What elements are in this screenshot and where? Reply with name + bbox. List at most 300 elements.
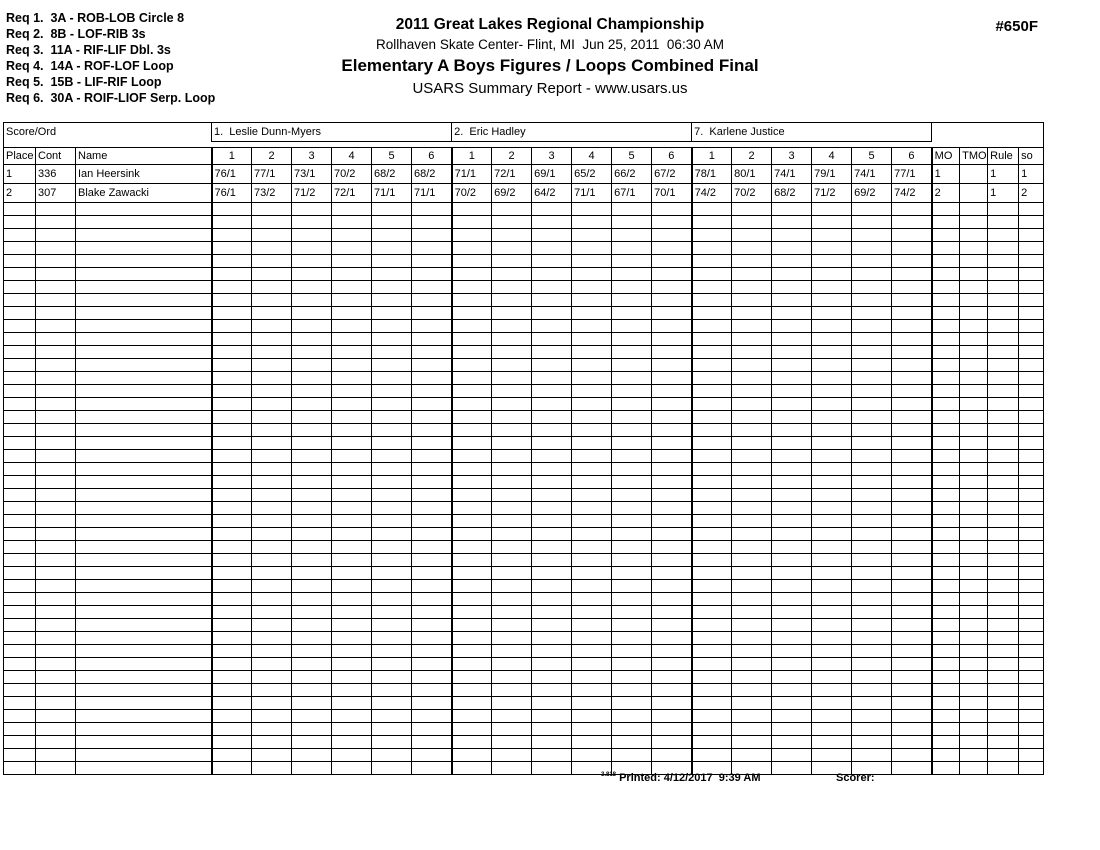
empty-cell [492,437,532,450]
empty-cell [988,606,1019,619]
empty-cell [492,372,532,385]
empty-cell [372,515,412,528]
empty-cell [812,411,852,424]
empty-cell [812,723,852,736]
empty-cell [492,528,532,541]
tmo-cell [960,184,988,203]
empty-cell [372,398,412,411]
empty-cell [812,294,852,307]
empty-cell [252,255,292,268]
empty-cell [452,268,492,281]
empty-cell [76,567,212,580]
score-col-header: 5 [612,148,652,165]
empty-cell [292,359,332,372]
empty-cell [852,502,892,515]
empty-cell [76,359,212,372]
empty-cell [252,411,292,424]
empty-cell [652,684,692,697]
empty-cell [852,645,892,658]
empty-cell [76,294,212,307]
empty-cell [692,411,732,424]
empty-cell [36,619,76,632]
empty-cell [572,411,612,424]
empty-cell [252,489,292,502]
empty-cell [812,554,852,567]
empty-cell [412,333,452,346]
empty-cell [772,359,812,372]
empty-cell [960,723,988,736]
empty-cell [1019,411,1044,424]
empty-row [4,502,1044,515]
empty-cell [532,216,572,229]
empty-cell [36,203,76,216]
empty-cell [892,385,932,398]
empty-cell [572,528,612,541]
score-cell: 65/2 [572,165,612,184]
empty-cell [772,320,812,333]
empty-cell [988,450,1019,463]
empty-cell [652,242,692,255]
empty-cell [292,593,332,606]
empty-cell [212,658,252,671]
empty-cell [612,385,652,398]
empty-cell [372,593,412,606]
empty-cell [772,346,812,359]
empty-cell [532,528,572,541]
empty-cell [212,541,252,554]
empty-cell [412,723,452,736]
empty-cell [732,450,772,463]
empty-cell [412,255,452,268]
empty-cell [772,502,812,515]
empty-cell [452,346,492,359]
empty-cell [452,229,492,242]
empty-cell [988,437,1019,450]
empty-cell [452,528,492,541]
empty-cell [892,450,932,463]
event-title: Elementary A Boys Figures / Loops Combined Final [341,56,759,75]
empty-cell [572,333,612,346]
empty-cell [812,268,852,281]
empty-row [4,268,1044,281]
col-header-so: so [1019,148,1044,165]
empty-cell [772,229,812,242]
empty-cell [252,424,292,437]
empty-cell [932,216,960,229]
empty-cell [532,697,572,710]
empty-cell [76,697,212,710]
empty-cell [1019,749,1044,762]
empty-row [4,762,1044,775]
empty-cell [612,554,652,567]
empty-cell [812,515,852,528]
empty-cell [960,333,988,346]
empty-cell [492,723,532,736]
empty-cell [960,710,988,723]
empty-cell [36,281,76,294]
empty-cell [292,411,332,424]
empty-cell [852,541,892,554]
empty-cell [732,580,772,593]
empty-cell [772,268,812,281]
empty-cell [988,463,1019,476]
empty-cell [572,385,612,398]
empty-cell [572,684,612,697]
empty-cell [532,606,572,619]
empty-cell [892,411,932,424]
empty-row [4,411,1044,424]
empty-cell [332,736,372,749]
score-cell: 69/1 [532,165,572,184]
empty-cell [452,307,492,320]
empty-cell [292,606,332,619]
empty-cell [692,268,732,281]
empty-cell [372,619,412,632]
empty-cell [492,567,532,580]
empty-cell [772,762,812,775]
empty-cell [988,528,1019,541]
empty-cell [732,567,772,580]
empty-cell [332,710,372,723]
empty-cell [252,710,292,723]
empty-cell [212,632,252,645]
score-col-header: 3 [772,148,812,165]
empty-cell [612,463,652,476]
empty-cell [1019,645,1044,658]
empty-cell [572,450,612,463]
empty-cell [1019,567,1044,580]
empty-cell [212,762,252,775]
empty-cell [292,463,332,476]
empty-cell [652,723,692,736]
empty-cell [812,372,852,385]
empty-cell [692,502,732,515]
empty-cell [612,684,652,697]
empty-cell [988,567,1019,580]
empty-cell [652,710,692,723]
empty-cell [988,541,1019,554]
empty-cell [412,515,452,528]
empty-cell [292,645,332,658]
empty-cell [492,320,532,333]
empty-cell [732,658,772,671]
empty-cell [4,736,36,749]
empty-cell [572,658,612,671]
empty-cell [852,320,892,333]
empty-cell [988,515,1019,528]
score-col-header: 1 [692,148,732,165]
empty-cell [692,255,732,268]
empty-cell [932,645,960,658]
empty-cell [292,281,332,294]
empty-cell [812,320,852,333]
empty-cell [252,541,292,554]
empty-cell [852,242,892,255]
empty-cell [852,294,892,307]
empty-cell [212,398,252,411]
empty-cell [252,281,292,294]
empty-cell [76,255,212,268]
empty-cell [292,320,332,333]
empty-cell [812,749,852,762]
empty-cell [4,255,36,268]
empty-cell [372,476,412,489]
empty-cell [412,281,452,294]
empty-cell [252,671,292,684]
empty-cell [292,372,332,385]
empty-cell [452,242,492,255]
empty-cell [532,372,572,385]
empty-cell [772,424,812,437]
empty-cell [932,437,960,450]
empty-cell [76,216,212,229]
empty-cell [212,528,252,541]
empty-row [4,242,1044,255]
empty-cell [372,294,412,307]
empty-cell [252,723,292,736]
empty-cell [452,723,492,736]
empty-cell [76,554,212,567]
empty-cell [4,203,36,216]
skater-row [4,165,1044,184]
empty-cell [1019,463,1044,476]
empty-cell [412,424,452,437]
empty-cell [932,554,960,567]
empty-cell [332,697,372,710]
empty-cell [772,593,812,606]
empty-cell [532,229,572,242]
empty-cell [732,554,772,567]
score-cell: 73/2 [252,184,292,203]
empty-cell [532,658,572,671]
empty-cell [36,307,76,320]
empty-cell [492,658,532,671]
empty-cell [812,619,852,632]
empty-cell [4,359,36,372]
empty-cell [1019,281,1044,294]
empty-cell [812,541,852,554]
empty-cell [652,216,692,229]
empty-cell [612,502,652,515]
empty-cell [772,450,812,463]
empty-cell [732,632,772,645]
empty-cell [412,268,452,281]
empty-cell [812,645,852,658]
judge-row-cap [932,123,1044,142]
score-cell: 73/1 [292,165,332,184]
empty-cell [892,398,932,411]
empty-cell [852,723,892,736]
empty-cell [532,541,572,554]
empty-cell [572,476,612,489]
empty-cell [960,255,988,268]
empty-cell [492,749,532,762]
empty-cell [412,684,452,697]
empty-cell [932,515,960,528]
empty-cell [932,333,960,346]
empty-cell [852,424,892,437]
empty-cell [812,658,852,671]
empty-cell [852,255,892,268]
empty-cell [76,632,212,645]
empty-cell [1019,684,1044,697]
empty-cell [732,697,772,710]
empty-cell [572,320,612,333]
empty-cell [732,437,772,450]
empty-cell [492,411,532,424]
empty-cell [932,411,960,424]
empty-cell [532,749,572,762]
empty-cell [960,320,988,333]
empty-cell [772,281,812,294]
empty-cell [372,567,412,580]
empty-cell [452,294,492,307]
empty-cell [412,463,452,476]
empty-cell [812,684,852,697]
empty-cell [692,736,732,749]
name-cell: Ian Heersink [76,165,212,184]
empty-cell [612,606,652,619]
empty-cell [612,359,652,372]
empty-cell [692,489,732,502]
empty-cell [412,671,452,684]
empty-cell [612,281,652,294]
empty-cell [492,255,532,268]
empty-cell [892,632,932,645]
empty-cell [492,710,532,723]
empty-cell [212,736,252,749]
empty-cell [372,710,412,723]
empty-cell [572,372,612,385]
empty-cell [492,268,532,281]
empty-cell [612,320,652,333]
empty-cell [932,463,960,476]
empty-cell [212,684,252,697]
empty-cell [892,684,932,697]
empty-cell [452,398,492,411]
empty-cell [492,645,532,658]
empty-cell [652,606,692,619]
empty-cell [852,398,892,411]
empty-cell [772,333,812,346]
score-cell: 68/2 [372,165,412,184]
empty-cell [812,697,852,710]
empty-cell [412,619,452,632]
empty-cell [852,736,892,749]
empty-cell [292,294,332,307]
empty-cell [932,710,960,723]
empty-cell [1019,502,1044,515]
empty-cell [1019,632,1044,645]
empty-cell [960,398,988,411]
empty-cell [252,398,292,411]
empty-cell [1019,320,1044,333]
empty-cell [492,333,532,346]
empty-cell [692,281,732,294]
empty-cell [452,619,492,632]
empty-cell [36,489,76,502]
empty-cell [76,515,212,528]
empty-cell [452,697,492,710]
empty-cell [36,450,76,463]
empty-cell [76,619,212,632]
empty-cell [76,333,212,346]
empty-cell [932,242,960,255]
empty-cell [932,229,960,242]
empty-cell [732,463,772,476]
empty-cell [36,593,76,606]
empty-cell [932,255,960,268]
empty-cell [532,333,572,346]
empty-cell [212,502,252,515]
empty-cell [1019,229,1044,242]
empty-cell [252,567,292,580]
empty-cell [532,424,572,437]
report-header [0,16,1100,97]
empty-cell [412,541,452,554]
empty-cell [292,723,332,736]
empty-cell [492,294,532,307]
empty-cell [252,385,292,398]
empty-cell [212,372,252,385]
empty-cell [932,476,960,489]
empty-cell [612,398,652,411]
empty-cell [772,255,812,268]
empty-cell [252,580,292,593]
empty-cell [532,580,572,593]
empty-cell [332,645,372,658]
empty-cell [772,203,812,216]
empty-cell [332,515,372,528]
empty-cell [852,359,892,372]
empty-cell [932,619,960,632]
empty-cell [932,697,960,710]
empty-cell [452,385,492,398]
empty-cell [852,580,892,593]
empty-cell [812,632,852,645]
empty-cell [852,333,892,346]
empty-cell [1019,294,1044,307]
empty-cell [572,580,612,593]
empty-cell [4,749,36,762]
empty-cell [988,723,1019,736]
empty-cell [892,346,932,359]
empty-cell [252,619,292,632]
empty-cell [852,307,892,320]
score-cell: 71/1 [572,184,612,203]
empty-cell [692,658,732,671]
empty-cell [988,619,1019,632]
empty-cell [212,385,252,398]
score-col-header: 4 [572,148,612,165]
empty-cell [36,697,76,710]
empty-cell [732,372,772,385]
empty-cell [692,203,732,216]
empty-cell [612,476,652,489]
empty-cell [652,203,692,216]
empty-cell [652,697,692,710]
empty-cell [492,216,532,229]
empty-cell [812,567,852,580]
empty-cell [412,658,452,671]
empty-cell [292,203,332,216]
empty-cell [76,424,212,437]
empty-cell [412,372,452,385]
empty-cell [372,749,412,762]
score-col-header: 1 [452,148,492,165]
empty-cell [36,294,76,307]
empty-cell [852,619,892,632]
